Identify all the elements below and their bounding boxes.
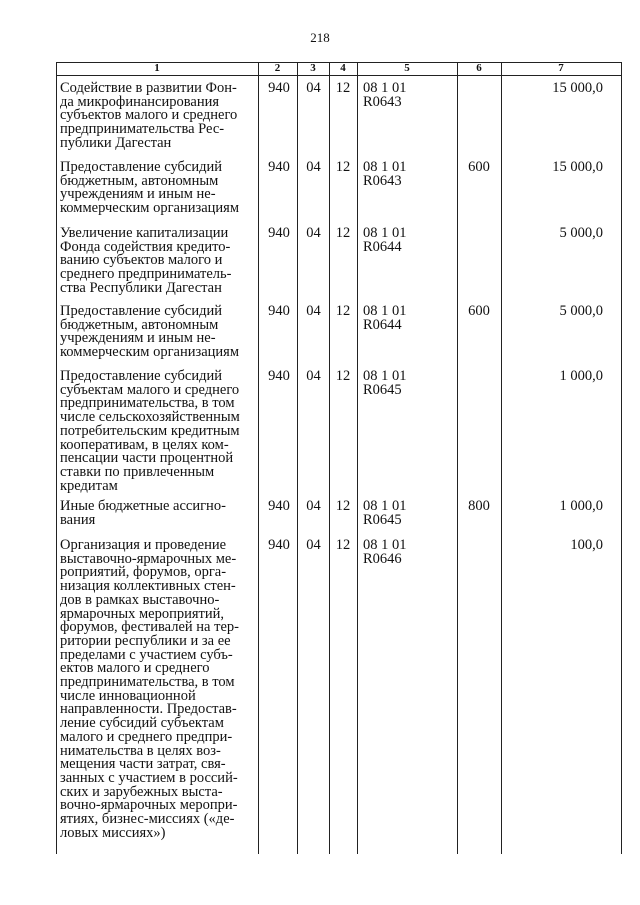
row-grbs: 940: [268, 498, 290, 514]
row-subsection: 12: [335, 303, 351, 319]
table-border-right: [621, 62, 622, 854]
row-amount: 5 000,0: [559, 303, 603, 319]
table-border-left: [56, 62, 57, 854]
column-divider: [457, 62, 458, 854]
row-subsection: 12: [335, 225, 351, 241]
row-subsection: 12: [335, 80, 351, 96]
row-grbs: 940: [268, 537, 290, 553]
row-name: Предоставление субсидий бюджетным, автономным учреждениям и иным не- коммерческим организациям: [60, 159, 240, 217]
column-divider: [501, 62, 502, 854]
row-name: Увеличение капитализации Фонда содействия кредито- ванию субъектов малого и среднего предприниматель- ства Республики Дагестан: [60, 225, 232, 296]
row-subsection: 12: [335, 498, 351, 514]
row-grbs: 940: [268, 225, 290, 241]
row-subsection: 12: [335, 537, 351, 553]
column-divider: [357, 62, 358, 854]
column-divider: [297, 62, 298, 854]
row-expense-type: 600: [468, 303, 490, 319]
row-name: Организация и проведение выставочно-ярмарочных ме- роприятий, форумов, орга- низация коллективных стен- дов в рамках выставочно- ярмарочных мероприятий, форумов, фестивалей на тер- ритории республики и за ее пределами с участием субъ- ектов малого и среднего предпринимательства, в том числе инновационной направленности. Предостав- ление субсидий субъектам малого и среднего предпри- нимательства в целях воз- мещения части затрат, свя- занных с участием в россий- ских и зарубежных выста- вочно-ярмарочных меропри- ятиях, бизнес-миссиях («де- ловых миссиях»): [60, 537, 239, 841]
header-col-5: 5: [404, 62, 410, 74]
row-section: 04: [306, 498, 321, 514]
header-col-4: 4: [340, 62, 346, 74]
row-section: 04: [306, 225, 321, 241]
row-amount: 1 000,0: [559, 498, 603, 514]
row-section: 04: [306, 80, 321, 96]
row-section: 04: [306, 159, 321, 175]
row-subsection: 12: [335, 368, 351, 384]
row-target-code: 08 1 01 R0644: [363, 225, 407, 255]
header-bottom-border: [56, 75, 622, 76]
row-target-code: 08 1 01 R0643: [363, 80, 407, 110]
row-target-code: 08 1 01 R0646: [363, 537, 407, 567]
header-col-3: 3: [310, 62, 316, 74]
row-name: Предоставление субсидий субъектам малого и среднего предпринимательства, в том числе сельскохозяйственным потребительским кредитным кооперативам, в целях ком- пенсации части процентной ставки по привлеченным кредитам: [60, 368, 240, 494]
row-target-code: 08 1 01 R0645: [363, 498, 407, 528]
row-section: 04: [306, 303, 321, 319]
header-col-7: 7: [558, 62, 564, 74]
row-name: Содействие в развитии Фон- да микрофинансирования субъектов малого и среднего предпринимательства Рес- публики Дагестан: [60, 80, 238, 151]
row-section: 04: [306, 368, 321, 384]
row-amount: 100,0: [570, 537, 603, 553]
row-amount: 5 000,0: [559, 225, 603, 241]
row-target-code: 08 1 01 R0645: [363, 368, 407, 398]
row-expense-type: 800: [468, 498, 490, 514]
row-amount: 15 000,0: [552, 80, 603, 96]
row-name: Предоставление субсидий бюджетным, автономным учреждениям и иным не- коммерческим организациям: [60, 303, 240, 361]
row-amount: 15 000,0: [552, 159, 603, 175]
row-amount: 1 000,0: [559, 368, 603, 384]
row-grbs: 940: [268, 159, 290, 175]
row-grbs: 940: [268, 303, 290, 319]
row-section: 04: [306, 537, 321, 553]
row-name: Иные бюджетные ассигно- вания: [60, 498, 226, 528]
header-col-1: 1: [154, 62, 160, 74]
row-subsection: 12: [335, 159, 351, 175]
row-grbs: 940: [268, 368, 290, 384]
column-divider: [329, 62, 330, 854]
row-grbs: 940: [268, 80, 290, 96]
page-number: 218: [310, 30, 330, 45]
header-col-2: 2: [274, 62, 281, 74]
row-target-code: 08 1 01 R0644: [363, 303, 407, 333]
header-col-6: 6: [476, 62, 482, 74]
row-expense-type: 600: [468, 159, 490, 175]
row-target-code: 08 1 01 R0643: [363, 159, 407, 189]
